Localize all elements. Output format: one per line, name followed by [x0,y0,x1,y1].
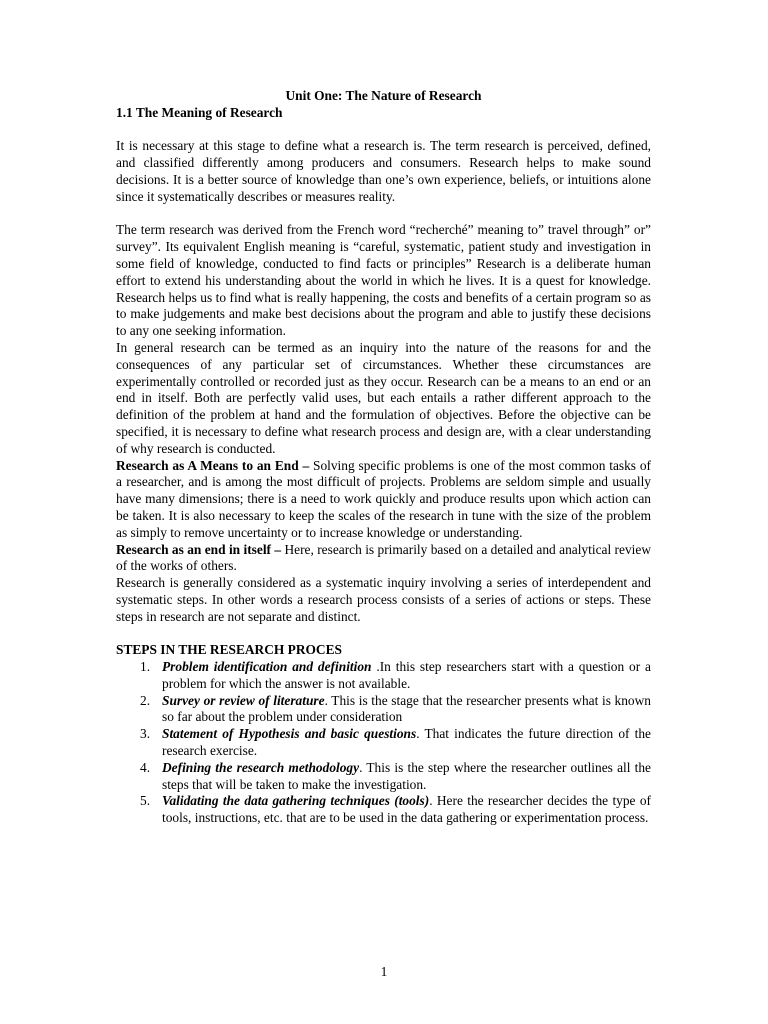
step-text: . This is the stage that the researcher presents what is known so far about the problem under consideration [162,692,651,725]
steps-heading: STEPS IN THE RESEARCH PROCES [116,642,342,658]
list-item [116,659,651,693]
step-text: . This is the step where the researcher outlines all the steps that will be taken to make the investigation. [162,759,652,792]
step-number: 1. [140,659,151,675]
steps-list [116,659,651,827]
step-number: 4. [140,759,151,775]
document-page [116,88,651,827]
step-number: 5. [140,793,151,809]
page-number: 1 [380,964,388,979]
step-number: 3. [140,726,151,742]
step-text: . Here the researcher decides the type of tools, instructions, etc. that are to be used in the data gathering or experimentation process. [162,793,651,826]
paragraph-means-to-end [116,458,651,542]
list-item [116,693,651,727]
step-title: Defining the research methodology [162,759,360,775]
means-to-end-text: Solving specific problems is one of the most common tasks of a researcher, and is among the most difficult of projects. Problems are seldom simple and usually have many dimensions; there is a need to work quickly and produce results upon which action can be taken. It is also necessary to keep the scales of the research in tune with the size of the problem as simply to remove uncertainty or to increase knowledge or understanding. [116,457,651,540]
paragraph-derivation: The term research was derived from the French word “recherché” meaning to” travel through” or” survey”. Its equivalent English meaning is “careful, systematic, patient study and investigation in some field of knowledge, conducted to find facts or principles” Research is a deliberate human effort to extend his understanding about the world in which he lives. It is a quest for knowledge. Research helps us to find what is really happening, the costs and benefits of a certain program so as to make judgements and make best decisions about the program and able to justify these decisions to any one seeking information. [116,222,651,339]
page-title: Unit One: The Nature of Research [285,88,482,103]
step-title: Survey or review of literature [162,692,325,708]
paragraph-systematic-inquiry: Research is generally considered as a systematic inquiry involving a series of interdependent and systematic steps. In other words a research process consists of a series of actions or steps. These steps in research are not separate and distinct. [116,575,651,624]
means-to-end-label: Research as A Means to an End – [116,457,310,473]
step-text: . That indicates the future direction of the research exercise. [162,726,651,759]
step-title: Problem identification and definition [162,659,372,675]
paragraph-inquiry: In general research can be termed as an inquiry into the nature of the reasons for and the consequences of any particular set of circumstances. Whether these circumstances are experimentally controlled or recorded just as they occur. Research can be a means to an end or an end in itself. Both are perfectly valid uses, but each entails a rather different approach to the definition of the problem at hand and the formulation of objectives. Before the objective can be specified, it is necessary to define what research process and design are, with a clear understanding of why research is conducted. [116,339,651,456]
step-number: 2. [140,692,151,708]
list-item [116,793,651,827]
end-in-itself-label: Research as an end in itself – [116,541,282,557]
step-title: Validating the data gathering techniques (tools) [162,793,430,809]
section-heading: 1.1 The Meaning of Research [116,104,283,120]
paragraph-meaning: It is necessary at this stage to define what a research is. The term research is perceived, defined, and classified differently among producers and consumers. Research helps to make sound decisions. It is a better source of knowledge than one’s own experience, beliefs, or intuitions alone since it systematically describes or measures reality. [116,138,651,204]
paragraph-end-in-itself [116,542,651,576]
list-item [116,760,651,794]
end-in-itself-text: Here, research is primarily based on a detailed and analytical review of the works of others. [116,541,651,574]
step-text: .In this step researchers start with a question or a problem for which the answer is not available. [162,659,651,691]
list-item [116,726,651,760]
step-title: Statement of Hypothesis and basic questions [162,726,417,742]
